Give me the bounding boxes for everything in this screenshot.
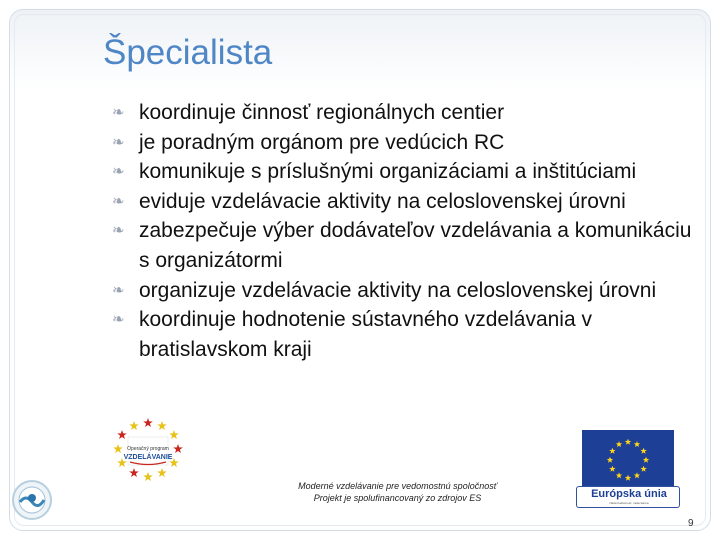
page-number: 9 [688, 518, 694, 529]
bullet-text: je poradným orgánom pre vedúcich RC [139, 130, 505, 154]
program-star-icon [143, 418, 153, 427]
leaf-bullet-icon: ❧ [112, 192, 125, 210]
program-logo-line2: VZDELÁVANIE [123, 454, 173, 461]
bullet-item [112, 276, 702, 306]
leaf-bullet-icon: ❧ [112, 163, 125, 181]
bullet-text: koordinuje činnosť regionálnych centier [139, 101, 505, 124]
bullet-item [112, 305, 702, 364]
eu-label-box [576, 486, 680, 508]
side-emblem-logo [10, 472, 60, 527]
program-logo [100, 415, 200, 495]
slide-title: Špecialista [103, 33, 273, 72]
leaf-bullet-icon: ❧ [112, 281, 125, 299]
bullet-item [112, 216, 702, 275]
bullet-text: koordinuje hodnotenie sústavného vzdelávania v bratislavskom kraji [139, 308, 592, 361]
program-star-icon [157, 468, 167, 477]
eu-flag [582, 430, 674, 490]
eu-label: Európska únia [591, 488, 667, 500]
footer-line-1: Moderné vzdelávanie pre vedomostnú spoločnosť [298, 481, 497, 491]
leaf-bullet-icon: ❧ [112, 311, 125, 329]
bullet-list [112, 98, 702, 364]
eu-slogan: Naša budúcnosť, naša šanca [609, 501, 649, 505]
leaf-bullet-icon: ❧ [112, 133, 125, 151]
program-star-icon [113, 444, 123, 453]
leaf-bullet-icon: ❧ [112, 104, 125, 121]
bullet-item [112, 128, 702, 158]
bullet-item [112, 157, 702, 187]
bullet-text: komunikuje s príslušnými organizáciami a inštitúciami [139, 160, 637, 184]
bullet-item [112, 187, 702, 217]
bullet-text: organizuje vzdelávacie aktivity na celoslovenskej úrovni [139, 278, 657, 302]
program-star-icon [173, 444, 183, 453]
program-logo-line1: Operačný program [127, 446, 169, 452]
bullet-item [112, 98, 702, 128]
leaf-bullet-icon: ❧ [112, 222, 125, 240]
program-star-icon [157, 421, 167, 430]
program-logo-graphic [100, 415, 200, 495]
footer-text [255, 480, 540, 504]
program-star-icon [129, 468, 139, 477]
bullet-text: eviduje vzdelávacie aktivity na celoslovenskej úrovni [139, 189, 626, 213]
bullet-text: zabezpečuje výber dodávateľov vzdelávania a komunikáciu s organizátormi [139, 219, 692, 272]
program-star-icon [129, 421, 139, 430]
program-star-icon [169, 430, 179, 439]
program-star-icon [117, 430, 127, 439]
footer-line-2: Projekt je spolufinancovaný zo zdrojov ES [313, 493, 482, 503]
program-star-icon [143, 472, 153, 481]
